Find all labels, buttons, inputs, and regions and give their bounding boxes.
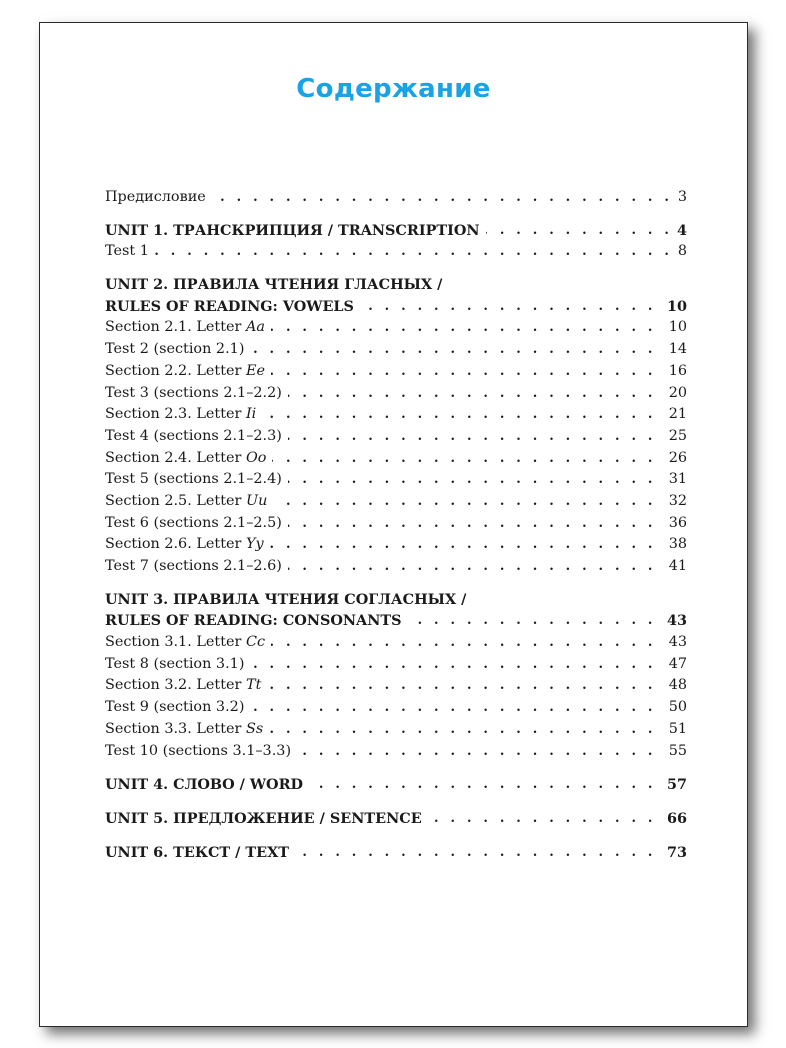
toc-entry-unit-2[interactable] — [105, 296, 687, 318]
toc-entry-title: UNIT 5. ПРЕДЛОЖЕНИЕ / SENTENCE — [105, 810, 428, 827]
toc-entry-page: 10 — [663, 317, 687, 339]
section-gap — [105, 578, 687, 589]
toc-entry-title: Предисловие — [105, 189, 212, 205]
toc-entry-page: 73 — [661, 842, 687, 864]
toc-entry-letter: Uu — [245, 492, 268, 509]
toc-entry-unit-3[interactable] — [105, 610, 687, 632]
dot-leader — [105, 241, 687, 263]
toc-entry-unit-2-heading — [105, 274, 687, 296]
toc-entry-title: Section 2.5. Letter — [105, 492, 246, 509]
toc-entry-title: Section 3.1. Letter — [105, 634, 246, 651]
toc-entry-page: 20 — [663, 383, 687, 405]
toc-entry-letter: Aa — [245, 319, 265, 336]
toc-entry-title: Test 1 — [105, 243, 155, 259]
toc-entry-title-wrap — [105, 450, 272, 466]
toc-entry-test-2[interactable] — [105, 339, 687, 361]
toc-entry-title: UNIT 2. ПРАВИЛА ЧТЕНИЯ ГЛАСНЫХ / — [105, 276, 448, 293]
toc-entry-page: 32 — [663, 491, 687, 513]
section-gap — [105, 263, 687, 274]
toc-entry-title: Section 2.1. Letter — [105, 319, 246, 336]
toc-entry-test-8[interactable] — [105, 654, 687, 676]
toc-entry-title: Section 3.3. Letter — [105, 720, 246, 737]
toc-entry-page: 3 — [672, 187, 687, 209]
toc-entry-section-2-3[interactable] — [105, 404, 687, 426]
toc-entry-title: UNIT 3. ПРАВИЛА ЧТЕНИЯ СОГЛАСНЫХ / — [105, 591, 472, 608]
toc-entry-title-wrap — [105, 319, 271, 335]
toc-entry-title: RULES OF READING: VOWELS — [105, 298, 360, 315]
toc-entry-test-6[interactable] — [105, 513, 687, 535]
toc-entry-title: Test 3 (sections 2.1–2.2) — [105, 385, 288, 401]
toc-entry-unit-6[interactable] — [105, 842, 687, 864]
toc-entry-page: 16 — [663, 361, 687, 383]
toc-entry-title: Test 6 (sections 2.1–2.5) — [105, 515, 288, 531]
toc-entry-title-wrap — [105, 406, 262, 422]
toc-entry-title: Section 2.2. Letter — [105, 362, 246, 379]
section-gap — [105, 796, 687, 808]
toc-entry-preface[interactable] — [105, 187, 687, 209]
toc-entry-title: Test 5 (sections 2.1–2.4) — [105, 471, 288, 487]
toc-entry-unit-5[interactable] — [105, 808, 687, 830]
toc-entry-title: Section 3.2. Letter — [105, 677, 246, 694]
toc-entry-page: 31 — [663, 469, 687, 491]
toc-entry-page: 14 — [663, 339, 687, 361]
toc-entry-page: 26 — [663, 448, 687, 470]
toc-entry-title: Test 2 (section 2.1) — [105, 341, 250, 357]
toc-entry-page: 51 — [663, 719, 687, 741]
toc-entry-letter: Ii — [245, 406, 257, 423]
toc-entry-test-9[interactable] — [105, 697, 687, 719]
toc-entry-letter: Ee — [245, 362, 266, 379]
toc-entry-page: 25 — [663, 426, 687, 448]
table-of-contents — [105, 187, 687, 863]
toc-entry-test-10[interactable] — [105, 741, 687, 763]
page-title: Содержание — [296, 74, 491, 104]
toc-entry-section-2-2[interactable] — [105, 361, 687, 383]
toc-entry-page: 38 — [663, 534, 687, 556]
toc-entry-test-4[interactable] — [105, 426, 687, 448]
toc-entry-page: 21 — [663, 404, 687, 426]
toc-entry-title: Test 10 (sections 3.1–3.3) — [105, 743, 297, 759]
toc-entry-title: UNIT 6. ТЕКСТ / TEXT — [105, 844, 295, 861]
toc-entry-page: 4 — [671, 220, 687, 242]
toc-entry-page: 57 — [661, 774, 687, 796]
toc-entry-page: 55 — [663, 741, 687, 763]
toc-entry-section-2-1[interactable] — [105, 317, 687, 339]
toc-entry-unit-4[interactable] — [105, 774, 687, 796]
toc-entry-test-5[interactable] — [105, 469, 687, 491]
toc-entry-page: 47 — [663, 654, 687, 676]
toc-entry-letter: Oo — [245, 449, 267, 466]
toc-entry-title-wrap — [105, 721, 269, 737]
toc-entry-title: Test 8 (section 3.1) — [105, 656, 250, 672]
toc-entry-page: 48 — [663, 675, 687, 697]
toc-entry-title-wrap — [105, 634, 271, 650]
toc-entry-title: Section 2.3. Letter — [105, 406, 246, 423]
toc-entry-test-3[interactable] — [105, 383, 687, 405]
toc-entry-title: UNIT 1. ТРАНСКРИПЦИЯ / TRANSCRIPTION — [105, 222, 486, 239]
toc-entry-page: 10 — [661, 296, 687, 318]
toc-entry-section-2-6[interactable] — [105, 534, 687, 556]
toc-entry-title: RULES OF READING: CONSONANTS — [105, 612, 407, 629]
toc-entry-letter: Tt — [245, 677, 262, 694]
section-gap — [105, 209, 687, 220]
toc-entry-test-7[interactable] — [105, 556, 687, 578]
toc-entry-title: Test 7 (sections 2.1–2.6) — [105, 558, 288, 574]
toc-entry-unit-1[interactable] — [105, 220, 687, 242]
toc-entry-title-wrap — [105, 363, 271, 379]
toc-entry-unit-3-heading — [105, 589, 687, 611]
toc-entry-title-wrap — [105, 677, 267, 693]
toc-entry-title-wrap — [105, 493, 273, 509]
toc-entry-section-3-3[interactable] — [105, 719, 687, 741]
toc-entry-page: 50 — [663, 697, 687, 719]
toc-entry-letter: Yy — [245, 536, 264, 553]
toc-entry-page: 43 — [663, 632, 687, 654]
toc-entry-title: Test 9 (section 3.2) — [105, 699, 250, 715]
toc-entry-title: Section 2.6. Letter — [105, 536, 246, 553]
toc-entry-letter: Ss — [245, 720, 264, 737]
toc-entry-section-2-5[interactable] — [105, 491, 687, 513]
toc-entry-test-1[interactable] — [105, 241, 687, 263]
toc-entry-page: 43 — [661, 610, 687, 632]
toc-entry-page: 8 — [672, 241, 687, 263]
section-gap — [105, 830, 687, 842]
toc-entry-title: Test 4 (sections 2.1–2.3) — [105, 428, 288, 444]
toc-entry-section-2-4[interactable] — [105, 448, 687, 470]
toc-entry-section-3-2[interactable] — [105, 675, 687, 697]
toc-entry-title-wrap — [105, 536, 270, 552]
toc-entry-title: Section 2.4. Letter — [105, 449, 246, 466]
toc-entry-page: 36 — [663, 513, 687, 535]
toc-entry-letter: Cc — [245, 634, 266, 651]
toc-entry-page: 41 — [663, 556, 687, 578]
toc-entry-page: 66 — [661, 808, 687, 830]
document-page — [39, 22, 748, 1027]
toc-entry-section-3-1[interactable] — [105, 632, 687, 654]
toc-entry-title: UNIT 4. СЛОВО / WORD — [105, 776, 309, 793]
section-gap — [105, 762, 687, 774]
